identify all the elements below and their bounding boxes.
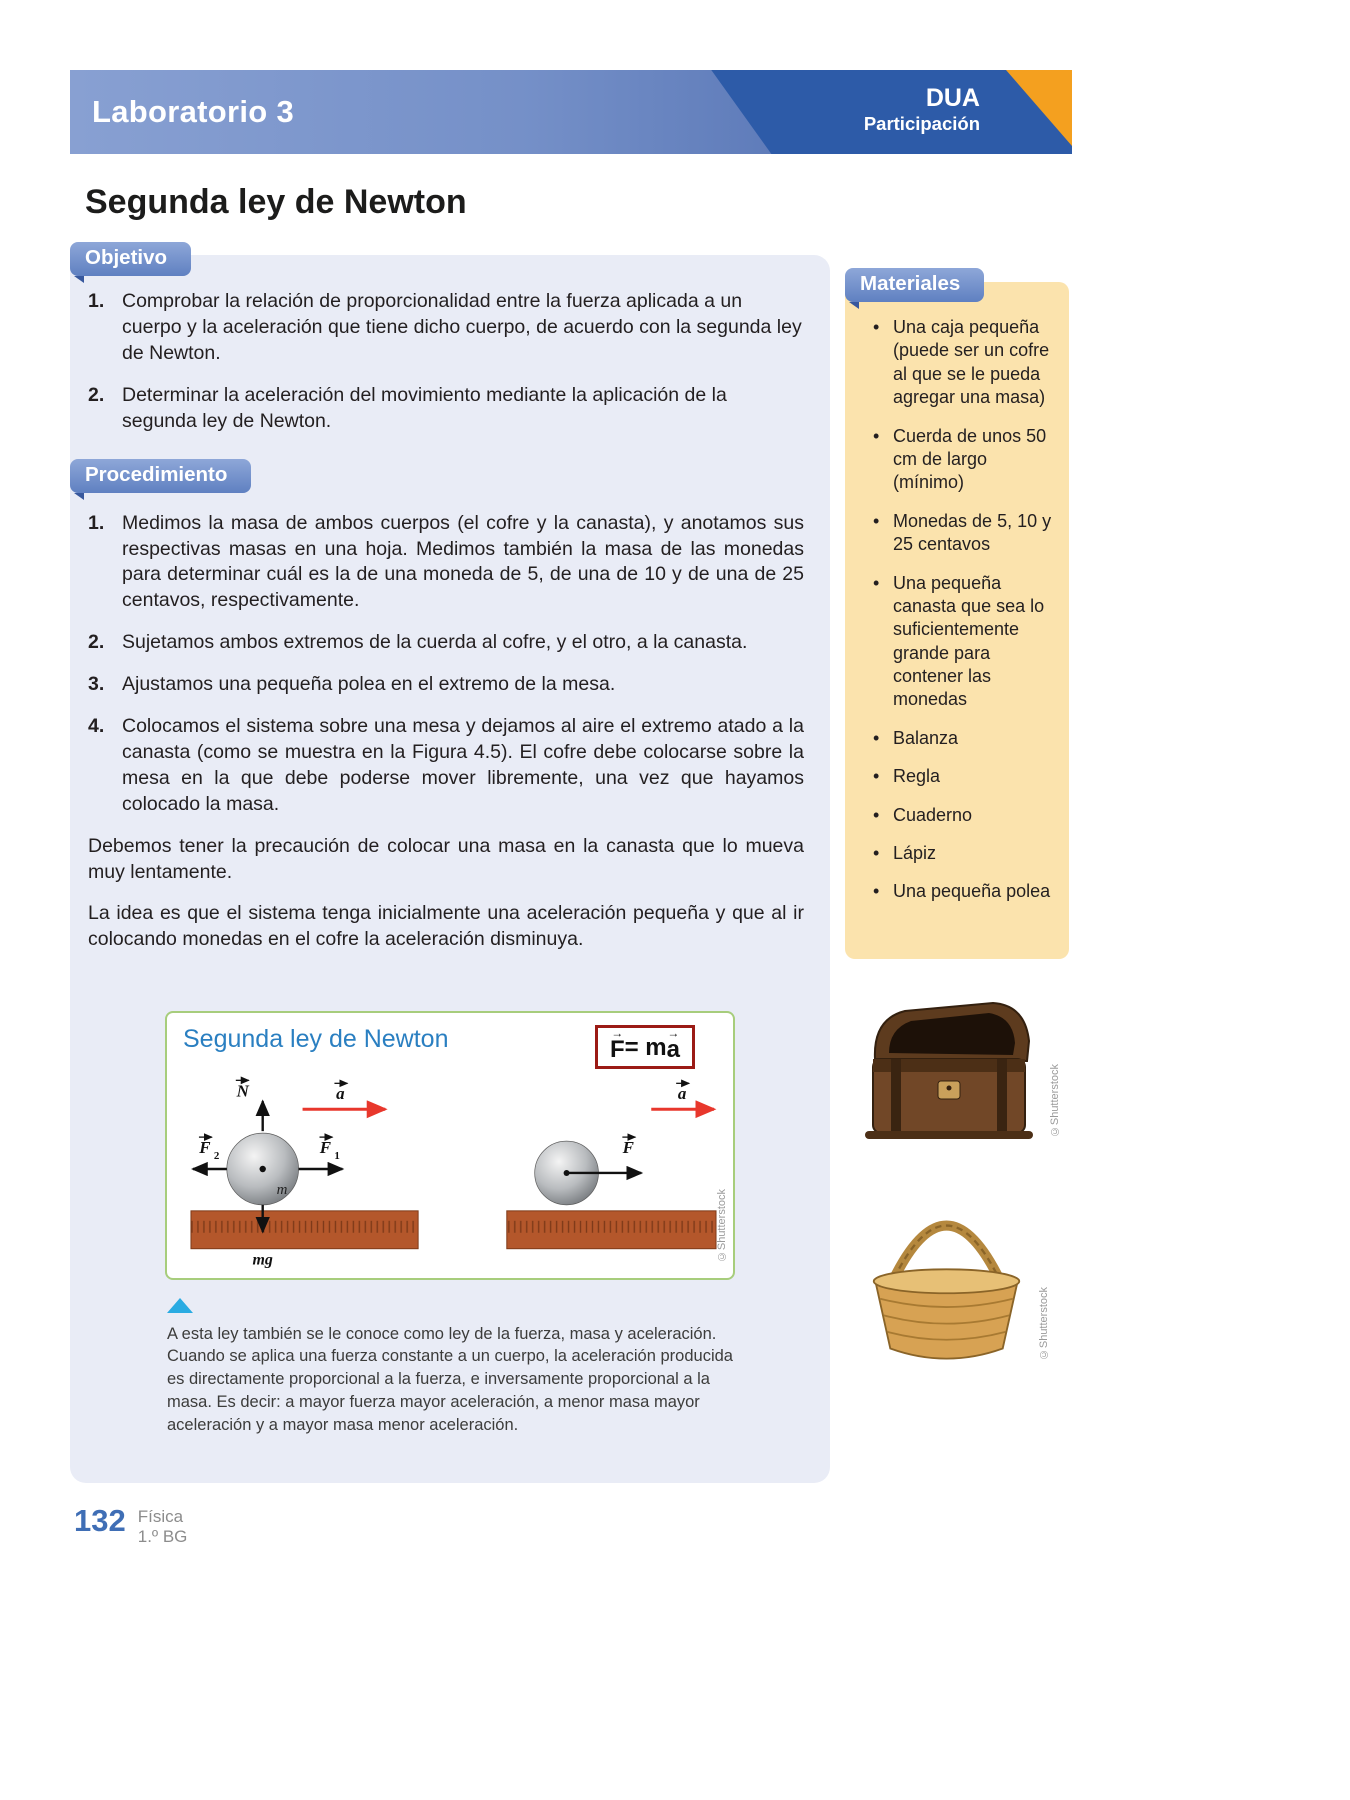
footer-subject: Física bbox=[137, 1507, 184, 1526]
material-text: • Balanza bbox=[893, 727, 959, 748]
procedimiento-item bbox=[88, 714, 804, 818]
objetivo-item bbox=[88, 383, 804, 435]
material-item bbox=[873, 727, 1054, 750]
force-label-right: F bbox=[622, 1137, 634, 1157]
mass-label: m bbox=[276, 1181, 288, 1198]
note-paragraph: Debemos tener la precaución de colocar una masa en la canasta que lo mueva muy lentamente. bbox=[88, 834, 804, 883]
formula-mid: = m bbox=[624, 1033, 667, 1061]
newton-figure bbox=[165, 1011, 735, 1280]
objetivo-label: Objetivo bbox=[85, 246, 168, 269]
figure-title: Segunda ley de Newton bbox=[183, 1024, 449, 1053]
item-text: Determinar la aceleración del movimiento mediante la aplicación de la segunda ley de Newton. bbox=[122, 383, 727, 432]
chest-credit: ©Shutterstock bbox=[1049, 1063, 1061, 1137]
vector-arrow-icon: → bbox=[611, 1025, 624, 1040]
page-number: 132 bbox=[74, 1503, 126, 1538]
item-text: Comprobar la relación de proporcionalidad entre la fuerza aplicada a un cuerpo y la aceleración que tiene dicho cuerpo, de acuerdo con la segunda ley de Newton. bbox=[122, 290, 802, 364]
material-text: • Regla bbox=[893, 766, 941, 787]
material-text: • Cuaderno bbox=[893, 804, 973, 825]
material-text: • Una pequeña canasta que sea lo suficientemente grande para contener las monedas bbox=[893, 572, 1045, 710]
item-number: 2. bbox=[88, 383, 105, 406]
figure-caption: A esta ley también se le conoce como ley de la fuerza, masa y aceleración. Cuando se aplica una fuerza constante a un cuerpo, la aceleración producida es directamente proporcional a la fuerza, e inversamente proporcional a la masa. Es decir: a mayor fuerza mayor aceleración, a menor masa mayor aceleración y a mayor masa menor aceleración. bbox=[167, 1324, 733, 1434]
page-footer bbox=[74, 1505, 187, 1546]
page-title: Segunda ley de Newton bbox=[85, 183, 467, 221]
item-number: 3. bbox=[88, 673, 105, 696]
material-item bbox=[873, 842, 1054, 865]
material-text: • Lápiz bbox=[893, 843, 937, 864]
item-text: Colocamos el sistema sobre una mesa y dejamos al aire el extremo atado a la canasta (como se muestra en la Figura 4.5). El cofre debe colocarse sobre la mesa en la que debe poderse mover libremente, una vez que hayamos colocado la masa. bbox=[122, 715, 804, 815]
material-text: • Una caja pequeña (puede ser un cofre al que se le pueda agregar una masa) bbox=[893, 317, 1050, 408]
acceleration-label-right: a bbox=[677, 1083, 687, 1103]
material-item bbox=[873, 804, 1054, 827]
procedimiento-item bbox=[88, 511, 804, 615]
normal-label: N bbox=[236, 1080, 249, 1100]
force1-subscript: 1 bbox=[334, 1149, 340, 1162]
item-number: 1. bbox=[88, 290, 105, 312]
force-diagram bbox=[183, 1069, 721, 1269]
content-panel bbox=[70, 246, 830, 1483]
weight-label: mg bbox=[252, 1251, 273, 1269]
force1-label: F bbox=[319, 1137, 332, 1157]
force-vector-symbol bbox=[609, 1025, 625, 1063]
figure-credit: ©Shutterstock bbox=[716, 1188, 728, 1262]
chest-photo bbox=[845, 993, 1045, 1153]
material-item bbox=[873, 880, 1054, 903]
procedimiento-tab bbox=[70, 459, 251, 493]
sphere-left bbox=[227, 1133, 299, 1205]
basket-photo bbox=[859, 1181, 1034, 1376]
material-item bbox=[873, 765, 1054, 788]
footer-grade: 1.º BG bbox=[137, 1526, 188, 1546]
objetivo-tab bbox=[70, 242, 191, 276]
procedimiento-item bbox=[88, 672, 804, 698]
vector-arrow-icon: → bbox=[667, 1025, 680, 1040]
item-text: Medimos la masa de ambos cuerpos (el cofre y la canasta), y anotamos sus respectivas masas en una hoja. Medimos también la masa de las monedas para determinar cuál es la de una moneda de 5, de una de 10 y de una de 25 centavos, respectivamente. bbox=[122, 511, 804, 612]
formula-f: F bbox=[609, 1035, 625, 1063]
procedimiento-item bbox=[88, 630, 804, 656]
acceleration-label-left: a bbox=[336, 1083, 345, 1103]
lab-title: Laboratorio 3 bbox=[92, 94, 294, 129]
basket-photo-block bbox=[859, 1181, 1069, 1376]
dua-badge bbox=[864, 85, 980, 135]
material-text: • Cuerda de unos 50 cm de largo (mínimo) bbox=[893, 425, 1047, 493]
side-column bbox=[845, 268, 1069, 1376]
participacion-label: Participación bbox=[863, 112, 980, 134]
material-item bbox=[873, 510, 1054, 557]
note-paragraph: La idea es que el sistema tenga inicialmente una aceleración pequeña y que al ir colocando monedas en el cofre la aceleración disminuya. bbox=[88, 901, 804, 950]
basket-credit: ©Shutterstock bbox=[1038, 1286, 1050, 1360]
main-column bbox=[70, 246, 830, 1483]
materiales-tab bbox=[845, 268, 984, 302]
ground-left bbox=[191, 1211, 418, 1249]
material-text: • Una pequeña polea bbox=[893, 881, 1051, 902]
caption-marker-triangle bbox=[167, 1298, 193, 1313]
material-text: • Monedas de 5, 10 y 25 centavos bbox=[893, 510, 1052, 555]
item-number: 1. bbox=[88, 511, 105, 534]
item-number: 2. bbox=[88, 631, 105, 654]
formula-box bbox=[595, 1025, 695, 1069]
objetivo-item bbox=[88, 289, 804, 367]
chest-photo-block bbox=[845, 993, 1069, 1153]
procedimiento-label: Procedimiento bbox=[85, 462, 228, 486]
accel-vector-symbol bbox=[666, 1025, 680, 1063]
dua-label: DUA bbox=[925, 84, 980, 112]
item-text: Sujetamos ambos extremos de la cuerda al cofre, y el otro, a la canasta. bbox=[122, 631, 748, 654]
materials-panel bbox=[845, 272, 1069, 959]
formula-a: a bbox=[666, 1035, 680, 1063]
ground-right bbox=[507, 1211, 716, 1249]
material-item bbox=[873, 425, 1054, 495]
force2-label: F bbox=[199, 1137, 211, 1157]
material-item bbox=[873, 572, 1054, 712]
materiales-label: Materiales bbox=[860, 272, 961, 295]
header-banner bbox=[70, 70, 1072, 154]
force2-subscript: 2 bbox=[213, 1149, 220, 1162]
figure-header bbox=[183, 1025, 719, 1069]
item-text: Ajustamos una pequeña polea en el extremo de la mesa. bbox=[122, 673, 616, 696]
footer-subject-block bbox=[138, 1505, 188, 1546]
material-item bbox=[873, 316, 1054, 410]
item-number: 4. bbox=[88, 715, 105, 738]
